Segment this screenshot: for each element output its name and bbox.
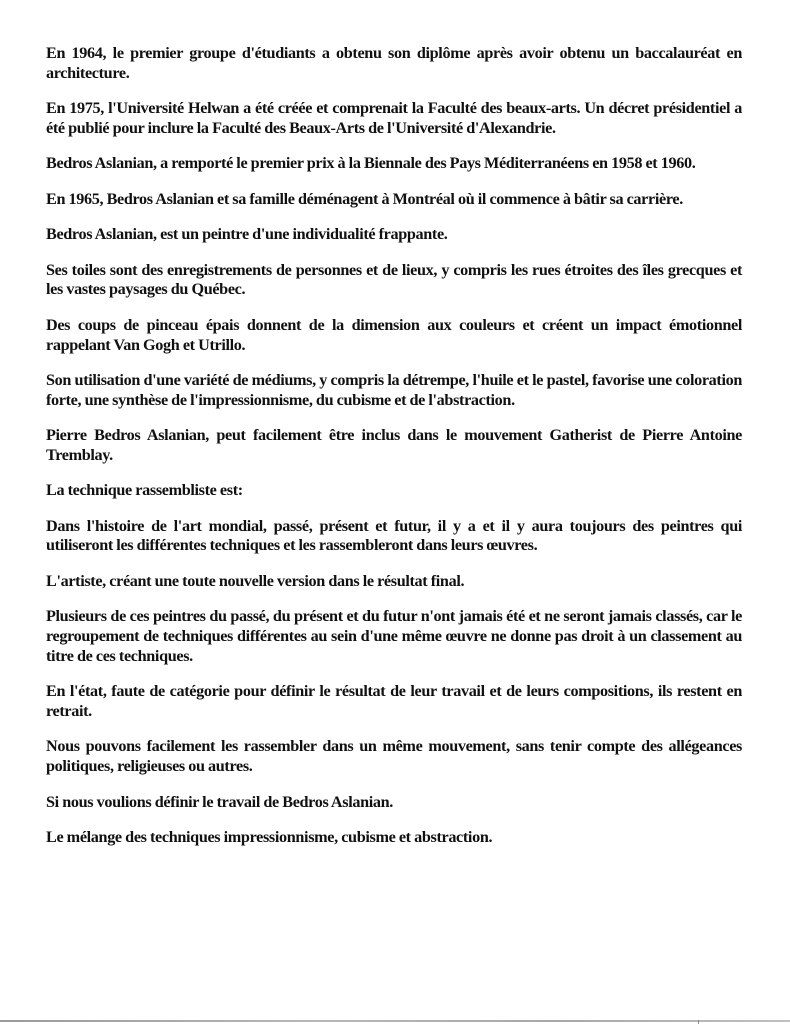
paragraph-define-work: Si nous voulions définir le travail de Bedros Aslanian. <box>46 792 393 811</box>
document-page <box>46 44 742 863</box>
paragraph-technique-heading: La technique rassembliste est: <box>46 481 243 500</box>
paragraph-canvases: Ses toiles sont des enregistrements de personnes et de lieux, y compris les rues étroites des îles grecques et les vastes paysages du Québec. <box>46 260 742 299</box>
paragraph-brushstrokes: Des coups de pinceau épais donnent de la dimension aux couleurs et créent un impact émotionnel rappelant Van Gogh et Utrillo. <box>46 315 742 354</box>
paragraph-gather-movement: Nous pouvons facilement les rassembler dans un même mouvement, sans tenir compte des allégeances politiques, religieuses ou autres. <box>46 737 742 776</box>
scan-edge-line <box>0 1020 790 1022</box>
paragraph-1965-montreal: En 1965, Bedros Aslanian et sa famille déménagent à Montréal où il commence à bâtir sa carrière. <box>46 189 683 208</box>
paragraph-unclassified-painters: Plusieurs de ces peintres du passé, du présent et du futur n'ont jamais été et ne seront jamais classés, car le regroupement de techniques différentes au sein d'une même œuvre ne donne pas droit à un classement au titre de ces techniques. <box>46 607 742 665</box>
paragraph-mediums: Son utilisation d'une variété de médiums, y compris la détrempe, l'huile et le pastel, favorise une coloration forte, une synthèse de l'impressionnisme, du cubisme et de l'abstraction. <box>46 370 742 409</box>
paragraph-artist-version: L'artiste, créant une toute nouvelle version dans le résultat final. <box>46 571 465 590</box>
scan-edge-tick <box>698 1020 699 1024</box>
paragraph-art-history: Dans l'histoire de l'art mondial, passé, présent et futur, il y a et il y aura toujours des peintres qui utiliseront les différentes techniques et les rassembleront dans leurs œuvres. <box>46 516 742 555</box>
paragraph-gatherist: Pierre Bedros Aslanian, peut facilement être inclus dans le mouvement Gatherist de Pierre Antoine Tremblay. <box>46 426 742 464</box>
paragraph-individuality: Bedros Aslanian, est un peintre d'une individualité frappante. <box>46 225 448 244</box>
paragraph-biennale-prize: Bedros Aslanian, a remporté le premier prix à la Biennale des Pays Méditerranéens en 1958 et 1960. <box>46 154 696 173</box>
paragraph-1964-graduates: En 1964, le premier groupe d'étudiants a obtenu son diplôme après avoir obtenu un baccalauréat en architecture. <box>46 44 742 82</box>
paragraph-no-category: En l'état, faute de catégorie pour définir le résultat de leur travail et de leurs compositions, ils restent en retrait. <box>46 682 742 721</box>
paragraph-1975-helwan: En 1975, l'Université Helwan a été créée et comprenait la Faculté des beaux-arts. Un décret présidentiel a été publié pour inclure la Faculté des Beaux-Arts de l'Université d'Alexandrie. <box>46 99 742 137</box>
paragraph-technique-mix: Le mélange des techniques impressionnisme, cubisme et abstraction. <box>46 828 493 847</box>
